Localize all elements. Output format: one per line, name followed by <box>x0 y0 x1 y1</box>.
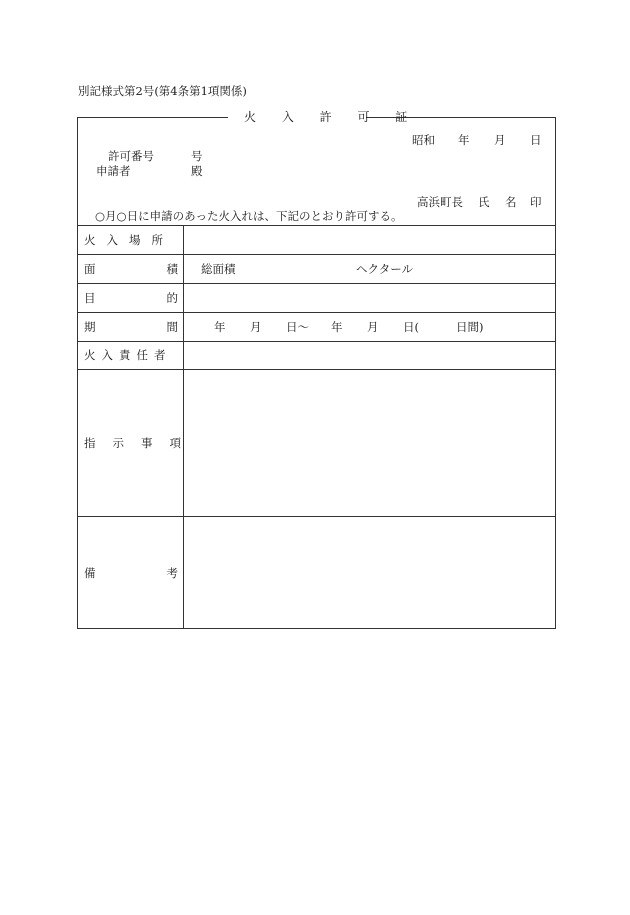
seal-label: 印 <box>530 195 542 209</box>
row-label-instructions: 指示事項 <box>84 436 198 450</box>
row-label-location: 火入場所 <box>84 233 174 247</box>
purpose-label-char-1: 目 <box>84 291 96 305</box>
period-end-month: 月 <box>367 320 379 334</box>
row-label-purpose <box>84 293 178 305</box>
period-start-day: 日～ <box>286 320 309 334</box>
purpose-label-char-2: 的 <box>166 291 178 305</box>
remarks-label-char-2: 考 <box>166 566 178 580</box>
area-total-label: 総面積 <box>201 262 236 276</box>
row-label-area <box>84 264 178 276</box>
period-start-year: 年 <box>214 320 226 334</box>
date-month-label: 月 <box>494 133 506 147</box>
period-label-char-1: 期 <box>84 320 96 334</box>
column-divider <box>183 225 184 628</box>
period-end-day: 日( <box>403 320 419 334</box>
applicant-label: 申請者 <box>96 164 131 178</box>
issuer-name-label-1: 氏 <box>478 195 490 209</box>
date-year-label: 年 <box>458 133 470 147</box>
issuer-name-label-2: 名 <box>505 195 517 209</box>
permit-statement: ○月○日に申請のあった火入れは、下記のとおり許可する。 <box>95 209 403 223</box>
row-divider <box>78 254 555 255</box>
row-label-responsible: 火入責任者 <box>84 348 172 362</box>
issuer-title: 高浜町長 <box>417 195 463 209</box>
permit-number-suffix: 号 <box>191 149 203 163</box>
row-divider <box>78 516 555 517</box>
form-title: 火 入 許 可 証 <box>244 110 419 124</box>
row-label-period <box>84 322 178 334</box>
remarks-label-char-1: 備 <box>84 566 96 580</box>
date-era-label: 昭和 <box>412 133 435 147</box>
area-label-char-2: 積 <box>166 262 178 276</box>
applicant-suffix: 殿 <box>191 164 203 178</box>
period-label-char-2: 間 <box>166 320 178 334</box>
date-day-label: 日 <box>530 133 542 147</box>
area-unit-label: ヘクタール <box>356 262 414 276</box>
form-number: 別記様式第2号(第4条第1項関係) <box>78 84 247 98</box>
period-end-year: 年 <box>331 320 343 334</box>
row-divider <box>78 341 555 342</box>
row-divider <box>78 283 555 284</box>
permit-number-label: 許可番号 <box>108 149 154 163</box>
row-divider <box>78 369 555 370</box>
row-divider <box>78 225 555 226</box>
permit-form <box>77 110 556 629</box>
period-days: 日間) <box>456 320 484 334</box>
row-label-remarks <box>84 568 178 580</box>
area-label-char-1: 面 <box>84 262 96 276</box>
period-start-month: 月 <box>250 320 262 334</box>
row-divider <box>78 312 555 313</box>
